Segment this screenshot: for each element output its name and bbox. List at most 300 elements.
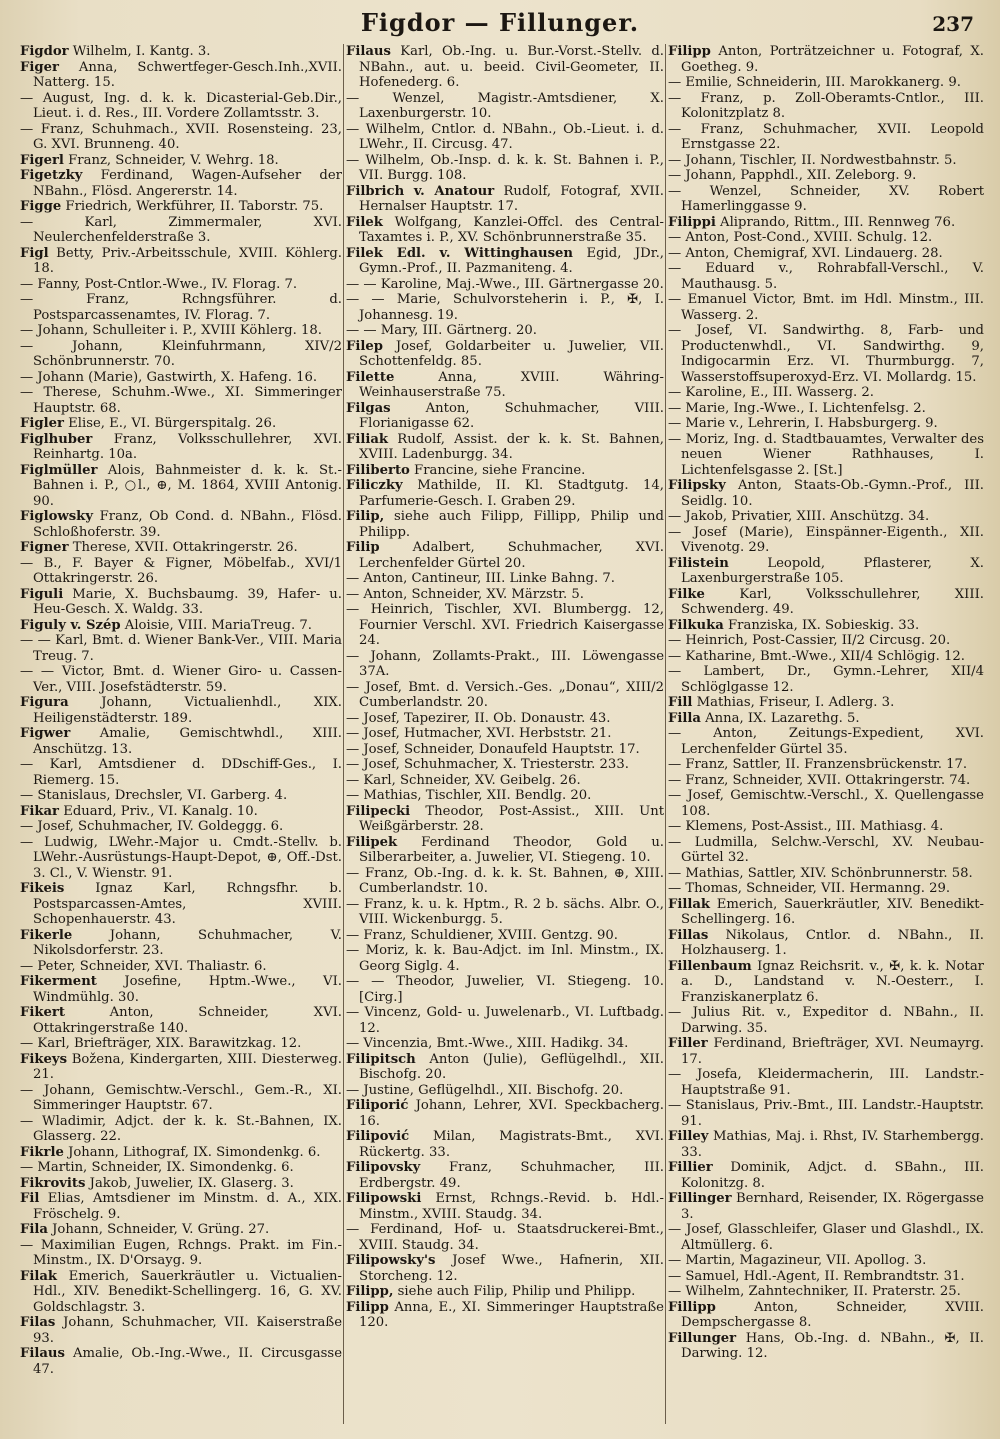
directory-entry — [668, 432, 984, 479]
directory-entry — [20, 1114, 342, 1145]
entry-surname: Figner — [20, 540, 69, 555]
entry-details: — Peter, Schneider, XVI. Thaliastr. 6. — [20, 958, 267, 974]
directory-entry — [346, 711, 664, 727]
entry-surname: Fikeys — [20, 1051, 67, 1067]
entry-surname: Filiczky — [346, 478, 403, 493]
directory-entry — [668, 1191, 984, 1222]
entry-details: — Franz, k. u. k. Hptm., R. 2 b. sächs. Albr. O., VIII. Wickenburgg. 5. — [346, 896, 664, 927]
entry-surname: Fillipp — [668, 1299, 716, 1315]
directory-entry — [668, 788, 984, 819]
directory-entry — [668, 261, 984, 292]
entry-details: — Samuel, Hdl.-Agent, II. Rembrandtstr. 31. — [668, 1268, 965, 1284]
entry-surname: Figge — [20, 199, 62, 214]
entry-surname: Filipp — [668, 44, 711, 59]
entry-details: — Franz, Rchngsführer. d. Postsparcassenamtes, IV. Florag. 7. — [20, 292, 342, 323]
entry-details: siehe auch Filipp, Fillipp, Philip und Philipp. — [359, 509, 664, 540]
entry-details: Johann, Schneider, V. Grüng. 27. — [52, 1222, 270, 1237]
directory-entry — [668, 184, 984, 215]
entry-details: — B., F. Bayer & Figner, Möbelfab., XVI/1 Ottakringerstr. 26. — [20, 555, 342, 586]
directory-entry — [20, 1176, 342, 1192]
entry-details: Theodor, Post-Assist., XIII. Unt Weißgärberstr. 28. — [359, 803, 664, 834]
entry-details: Franz, Schneider, V. Wehrg. 18. — [68, 152, 279, 168]
entry-details: — Anton, Post-Cond., XVIII. Schulg. 12. — [668, 230, 933, 245]
directory-entry — [668, 1331, 984, 1362]
directory-entry — [346, 509, 664, 540]
directory-entry — [346, 540, 664, 571]
entry-surname: Filip — [346, 540, 380, 555]
directory-entry — [20, 1145, 342, 1161]
entry-details: — Mathias, Sattler, XIV. Schönbrunnerstr. 58. — [668, 865, 973, 881]
entry-details: — — Marie, Schulvorsteherin i. P., ✠, I. Johannesg. 19. — [346, 292, 664, 323]
directory-entry — [20, 1160, 342, 1176]
entry-details: — Johann, Schulleiter i. P., XVIII Köhlerg. 18. — [20, 323, 322, 338]
directory-entry — [668, 509, 984, 525]
entry-surname: Fillenbaum — [668, 958, 752, 974]
entry-surname: Figerl — [20, 152, 64, 168]
entry-surname: Filep — [346, 338, 383, 354]
entry-details: Francine, siehe Francine. — [414, 462, 586, 478]
entry-surname: Filaus — [346, 44, 391, 59]
entry-details: — Heinrich, Tischler, XVI. Blumbergg. 12, Fournier Verschl. XVI. Friedrich Kaisergasse 24. — [346, 602, 664, 648]
entry-surname: Filipović — [346, 1129, 410, 1144]
entry-surname: Filipovsky — [346, 1160, 421, 1175]
entry-details: — Johann, Tischler, II. Nordwestbahnstr. 5. — [668, 152, 957, 168]
directory-entry — [20, 215, 342, 246]
entry-surname: Filaus — [20, 1346, 65, 1361]
directory-entry — [668, 618, 984, 634]
directory-entry — [20, 1005, 342, 1036]
entry-details: Amalie, Gemischtwhdl., XIII. Anschützg. 13. — [33, 726, 342, 757]
column-1 — [20, 44, 342, 1434]
directory-entry — [346, 184, 664, 215]
entry-surname: Filke — [668, 586, 705, 602]
directory-entry — [346, 463, 664, 479]
directory-entry — [668, 215, 984, 231]
entry-details: Anton, Schuhmacher, VIII. Florianigasse 62. — [359, 400, 664, 431]
entry-details: Rudolf, Fotograf, XVII. Hernalser Hauptstr. 17. — [359, 183, 664, 214]
directory-entry — [346, 1300, 664, 1331]
entry-details: Božena, Kindergarten, XIII. Diesterweg. 21. — [33, 1051, 342, 1082]
directory-entry — [346, 1005, 664, 1036]
entry-details: — Josef, Glasschleifer, Glaser und Glashdl., IX. Altmüllerg. 6. — [668, 1222, 984, 1253]
entry-surname: Figl — [20, 245, 49, 261]
entry-details: — Wladimir, Adjct. der k. k. St.-Bahnen, IX. Glasserg. 22. — [20, 1113, 342, 1144]
entry-details: — Heinrich, Post-Cassier, II/2 Circusg. 20. — [668, 633, 951, 648]
directory-entry — [346, 773, 664, 789]
entry-surname: Figer — [20, 59, 59, 75]
entry-details: Nikolaus, Cntlor. d. NBahn., II. Holzhauserg. 1. — [681, 927, 984, 958]
directory-entry — [346, 680, 664, 711]
entry-details: Betty, Priv.-Arbeitsschule, XVIII. Köhlerg. 18. — [33, 245, 342, 276]
directory-entry — [20, 540, 342, 556]
entry-details: — Josef, VI. Sandwirthg. 8, Farb- und Productenwhdl., VI. Sandwirthg. 9, Indigocarmin Erz. VI. Thurmburgg. 7, Wasserstoffsuperoxyd-Erz. VI. Mollardg. 15. — [668, 323, 984, 385]
directory-entry — [668, 881, 984, 897]
entry-details: — Josef, Tapezirer, II. Ob. Donaustr. 43. — [346, 710, 611, 726]
entry-details: Anna, E., XI. Simmeringer Hauptstraße 120. — [359, 1299, 664, 1330]
entry-surname: Figura — [20, 695, 69, 710]
directory-entry — [668, 416, 984, 432]
entry-surname: Figuli — [20, 586, 64, 602]
entry-surname: Filiak — [346, 431, 389, 447]
entry-details: Johann, Schuhmacher, V. Nikolsdorferstr. 23. — [33, 927, 342, 958]
entry-details: — Franz, Schneider, XVII. Ottakringerstr. 74. — [668, 772, 971, 788]
entry-details: — Ludmilla, Selchw.-Verschl, XV. Neubau-Gürtel 32. — [668, 834, 984, 865]
directory-entry — [668, 401, 984, 417]
entry-details: — Marie, Ing.-Wwe., I. Lichtenfelsg. 2. — [668, 400, 926, 416]
entry-details: Alois, Bahnmeister d. k. k. St.-Bahnen i. P., ○l., ⊕, M. 1864, XVIII Antonig. 90. — [33, 462, 342, 509]
directory-entry — [346, 928, 664, 944]
column-divider — [665, 44, 666, 1424]
directory-entry — [346, 571, 664, 587]
entry-details: — Wilhelm, Zahntechniker, II. Praterstr. 25. — [668, 1284, 961, 1299]
entry-details: — Josef, Schuhmacher, X. Triesterstr. 233. — [346, 757, 629, 772]
directory-entry — [20, 509, 342, 540]
directory-entry — [668, 385, 984, 401]
directory-entry — [20, 1191, 342, 1222]
entry-details: Marie, X. Buchsbaumg. 39, Hafer- u. Heu-Gesch. X. Waldg. 33. — [33, 586, 342, 617]
entry-details: — Wilhelm, Cntlor. d. NBahn., Ob.-Lieut. i. d. LWehr., II. Circusg. 47. — [346, 121, 664, 152]
directory-entry — [20, 1269, 342, 1316]
column-divider — [343, 44, 344, 1424]
entry-details: — Wenzel, Schneider, XV. Robert Hamerlinggasse 9. — [668, 183, 984, 214]
entry-details: — Franz, Schuhmach., XVII. Rosensteing. 23, G. XVI. Brunneng. 40. — [20, 121, 342, 152]
entry-details: — Franz, Schuldiener, XVIII. Gentzg. 90. — [346, 927, 618, 943]
directory-entry — [20, 1315, 342, 1346]
directory-entry — [20, 1238, 342, 1269]
directory-entry — [346, 91, 664, 122]
entry-details: — Emilie, Schneiderin, III. Marokkanerg. 9. — [668, 75, 961, 90]
entry-details: Johann, Lithograf, IX. Simondenkg. 6. — [68, 1144, 321, 1160]
entry-surname: Filipowski — [346, 1191, 422, 1206]
directory-entry — [668, 122, 984, 153]
entry-surname: Fikerment — [20, 974, 97, 989]
entry-surname: Filiporić — [346, 1098, 409, 1113]
entry-details: — Anton, Cantineur, III. Linke Bahng. 7. — [346, 571, 615, 586]
entry-details: — — Theodor, Juwelier, VI. Stiegeng. 10. [Cirg.] — [346, 974, 664, 1005]
entry-details: — Julius Rit. v., Expeditor d. NBahn., II. Darwing. 35. — [668, 1005, 984, 1036]
entry-details: Anna, Schwertfeger-Gesch.Inh.,XVII. Natterg. 15. — [33, 59, 342, 90]
entry-details: — — Mary, III. Gärtnerg. 20. — [346, 323, 537, 338]
directory-entry — [668, 1253, 984, 1269]
directory-entry — [668, 246, 984, 262]
directory-entry — [668, 230, 984, 246]
entry-surname: Fillier — [668, 1160, 713, 1175]
entry-details: — Vincenzia, Bmt.-Wwe., XIII. Hadikg. 34. — [346, 1036, 629, 1051]
directory-entry — [668, 726, 984, 757]
directory-entry — [668, 959, 984, 1006]
directory-entry — [20, 277, 342, 293]
entry-surname: Filek — [346, 214, 383, 230]
entry-surname: Fikrovits — [20, 1175, 86, 1191]
directory-entry — [346, 153, 664, 184]
entry-surname: Filbrich v. Anatour — [346, 183, 495, 199]
entry-surname: Figlmüller — [20, 462, 98, 478]
entry-details: Wilhelm, I. Kantg. 3. — [72, 44, 211, 59]
entry-surname: Filistein — [668, 555, 729, 571]
entry-surname: Filipp, — [346, 1284, 394, 1299]
entry-details: Dominik, Adjct. d. SBahn., III. Kolonitzg. 8. — [681, 1160, 984, 1191]
entry-details: Josef, Goldarbeiter u. Juwelier, VII. Schottenfeldg. 85. — [359, 338, 664, 369]
directory-entry — [20, 122, 342, 153]
entry-details: — Wilhelm, Ob.-Insp. d. k. k. St. Bahnen i. P., VII. Burgg. 108. — [346, 152, 664, 183]
entry-details: — Anton, Zeitungs-Expedient, XVI. Lerchenfelder Gürtel 35. — [668, 726, 984, 757]
entry-details: Franz, Volksschullehrer, XVI. Reinhartg. 10a. — [33, 431, 342, 462]
entry-details: — Vincenz, Gold- u. Juwelenarb., VI. Luftbadg. 12. — [346, 1005, 664, 1036]
directory-entry — [346, 804, 664, 835]
entry-details: Elias, Amtsdiener im Minstm. d. A., XIX. Fröschelg. 9. — [33, 1191, 342, 1222]
entry-details: — Josef, Gemischtw.-Verschl., X. Quellengasse 108. — [668, 788, 984, 819]
entry-surname: Fikert — [20, 1005, 65, 1020]
directory-entry — [668, 1160, 984, 1191]
directory-entry — [668, 649, 984, 665]
directory-entry — [668, 478, 984, 509]
directory-entry — [668, 819, 984, 835]
entry-surname: Figlhuber — [20, 431, 93, 447]
directory-entry — [346, 897, 664, 928]
entry-details: Anton, Schneider, XVIII. Dempschergasse 8. — [681, 1299, 984, 1330]
entry-surname: Figler — [20, 416, 64, 431]
entry-details: Johann, Lehrer, XVI. Speckbacherg. 16. — [359, 1098, 664, 1129]
entry-details: — Marie v., Lehrerin, I. Habsburgerg. 9. — [668, 416, 938, 431]
directory-entry — [20, 974, 342, 1005]
entry-details: siehe auch Filip, Philip und Philipp. — [397, 1284, 636, 1299]
directory-entry — [346, 974, 664, 1005]
directory-entry — [668, 897, 984, 928]
directory-entry — [20, 1052, 342, 1083]
directory-entry — [20, 323, 342, 339]
entry-surname: Filek Edl. v. Wittinghausen — [346, 245, 574, 261]
entry-details: — Johann, Gemischtw.-Verschl., Gem.-R., XI. Simmeringer Hauptstr. 67. — [20, 1082, 342, 1113]
directory-entry — [668, 323, 984, 385]
entry-surname: Filipowsky's — [346, 1253, 436, 1268]
directory-entry — [20, 432, 342, 463]
directory-entry — [20, 416, 342, 432]
entry-details: Anton, Schneider, XVI. Ottakringerstraße 140. — [33, 1005, 342, 1036]
directory-entry — [20, 587, 342, 618]
directory-entry — [346, 726, 664, 742]
entry-details: Emerich, Sauerkräutler, XIV. Benedikt-Schellingerg. 16. — [681, 896, 984, 927]
directory-entry — [346, 215, 664, 246]
entry-details: Karl, Ob.-Ing. u. Bur.-Vorst.-Stellv. d. NBahn., aut. u. beeid. Civil-Geometer, II. Hofenederg. 6. — [359, 44, 664, 90]
directory-entry — [346, 246, 664, 277]
directory-entry — [20, 370, 342, 386]
entry-surname: Filiberto — [346, 462, 410, 478]
entry-details: Ignaz Karl, Rchngsfhr. b. Postsparcassen-Amtes, XVIII. Schopenhauerstr. 43. — [33, 881, 342, 927]
entry-details: Franz, Ob Cond. d. NBahn., Flösd. Schloßhoferstr. 39. — [33, 509, 342, 540]
directory-entry — [346, 122, 664, 153]
entry-details: — Wenzel, Magistr.-Amtsdiener, X. Laxenburgerstr. 10. — [346, 90, 664, 121]
directory-entry — [346, 401, 664, 432]
entry-details: — Johann, Kleinfuhrmann, XIV/2 Schönbrunnerstr. 70. — [20, 338, 342, 369]
directory-entry — [20, 1036, 342, 1052]
entry-details: Mathilde, II. Kl. Stadtgutg. 14, Parfumerie-Gesch. I. Graben 29. — [359, 478, 664, 509]
directory-entry — [668, 1222, 984, 1253]
directory-entry — [346, 866, 664, 897]
entry-details: — Josef (Marie), Einspänner-Eigenth., XII. Vivenotg. 29. — [668, 524, 984, 555]
entry-details: — Justine, Geflügelhdl., XII. Bischofg. 20. — [346, 1082, 624, 1098]
entry-details: — Josef, Schuhmacher, IV. Goldeggg. 6. — [20, 819, 284, 834]
entry-details: — Thomas, Schneider, VII. Hermanng. 29. — [668, 881, 951, 896]
entry-surname: Filipek — [346, 834, 398, 850]
directory-entry — [346, 1052, 664, 1083]
entry-details: Ferdinand Theodor, Gold u. Silberarbeiter, a. Juwelier, VI. Stiegeng. 10. — [359, 834, 664, 865]
entry-details: Ferdinand, Briefträger, XVI. Neumayrg. 17. — [681, 1036, 984, 1067]
entry-details: Hans, Ob.-Ing. d. NBahn., ✠, II. Darwing. 12. — [681, 1330, 984, 1361]
directory-entry — [668, 556, 984, 587]
directory-entry — [346, 1098, 664, 1129]
directory-entry — [346, 943, 664, 974]
entry-surname: Filley — [668, 1129, 709, 1144]
entry-details: — Anton, Chemigraf, XVI. Lindauerg. 28. — [668, 245, 943, 261]
directory-entry — [20, 1346, 342, 1377]
entry-details: — Johann, Zollamts-Prakt., III. Löwengasse 37A. — [346, 648, 664, 679]
entry-details: — Karl, Amtsdiener d. DDschiff-Ges., I. Riemerg. 15. — [20, 757, 342, 788]
entry-details: Emerich, Sauerkräutler u. Victualien-Hdl., XIV. Benedikt-Schellingerg. 16, G. XV. Goldschlagstr. 3. — [33, 1268, 342, 1315]
directory-entry — [20, 91, 342, 122]
directory-entry — [668, 91, 984, 122]
entry-surname: Fillunger — [668, 1330, 737, 1346]
entry-details: Eduard, Priv., VI. Kanalg. 10. — [63, 803, 258, 819]
entry-details: — Ferdinand, Hof- u. Staatsdruckerei-Bmt., XVIII. Staudg. 34. — [346, 1222, 664, 1253]
directory-entry — [346, 432, 664, 463]
entry-surname: Filipitsch — [346, 1051, 416, 1067]
entry-details: — Maximilian Eugen, Rchngs. Prakt. im Fin.-Minstm., IX. D'Orsayg. 9. — [20, 1237, 342, 1268]
directory-entry — [668, 1300, 984, 1331]
entry-surname: Filipecki — [346, 803, 411, 819]
directory-entry — [668, 633, 984, 649]
directory-entry — [20, 881, 342, 928]
entry-details: Aliprando, Rittm., III. Rennweg 76. — [720, 214, 956, 230]
entry-details: — Karl, Zimmermaler, XVI. Neulerchenfelderstraße 3. — [20, 214, 342, 245]
directory-entry — [346, 370, 664, 401]
entry-details: Mathias, Maj. i. Rhst, IV. Starhembergg. 33. — [681, 1129, 984, 1160]
entry-details: — Johann (Marie), Gastwirth, X. Hafeng. 16. — [20, 369, 318, 385]
entry-details: Anton (Julie), Geflügelhdl., XII. Bischofg. 20. — [359, 1051, 664, 1082]
entry-details: — Josef, Bmt. d. Versich.-Ges. „Donau“, XIII/2 Cumberlandstr. 20. — [346, 679, 664, 710]
directory-entry — [20, 726, 342, 757]
directory-entry — [346, 1222, 664, 1253]
entry-details: Mathias, Friseur, I. Adlerg. 3. — [696, 695, 895, 710]
entry-details: Josefine, Hptm.-Wwe., VI. Windmühlg. 30. — [33, 974, 342, 1005]
entry-details: Anna, IX. Lazarethg. 5. — [705, 710, 860, 726]
directory-entry — [346, 292, 664, 323]
entry-surname: Filipsky — [668, 478, 726, 493]
entry-details: Friedrich, Werkführer, II. Taborstr. 75. — [65, 199, 324, 214]
entry-details: Ignaz Reichsrit. v., ✠, k. k. Notar a. D., Landstand v. N.-Oesterr., I. Franziskanerplatz 6. — [681, 958, 984, 1005]
entry-surname: Figetzky — [20, 168, 83, 183]
entry-details: — August, Ing. d. k. k. Dicasterial-Geb.Dir., Lieut. i. d. Res., III. Vordere Zollamtsstr. 3. — [20, 90, 342, 121]
entry-details: Egid, JDr., Gymn.-Prof., II. Pazmaniteng. 4. — [359, 245, 664, 276]
directory-entry — [668, 1036, 984, 1067]
directory-entry — [346, 1129, 664, 1160]
directory-entry — [346, 44, 664, 91]
page-number: 237 — [932, 12, 974, 36]
entry-details: — Fanny, Post-Cntlor.-Wwe., IV. Florag. 7. — [20, 276, 298, 292]
directory-entry — [346, 339, 664, 370]
entry-details: Amalie, Ob.-Ing.-Wwe., II. Circusgasse 47. — [33, 1346, 342, 1377]
entry-details: — Emanuel Victor, Bmt. im Hdl. Minstm., III. Wasserg. 2. — [668, 292, 984, 323]
directory-entry — [346, 1284, 664, 1300]
directory-entry — [20, 339, 342, 370]
entry-details: — Anton, Schneider, XV. Märzstr. 5. — [346, 586, 584, 602]
directory-entry — [668, 866, 984, 882]
directory-entry — [20, 804, 342, 820]
directory-entry — [20, 44, 342, 60]
entry-details: — Josef, Schneider, Donaufeld Hauptstr. 17. — [346, 741, 640, 757]
directory-entry — [668, 44, 984, 75]
entry-details: — — Karl, Bmt. d. Wiener Bank-Ver., VIII. Maria Treug. 7. — [20, 633, 342, 664]
entry-details: — Moriz, k. k. Bau-Adjct. im Inl. Minstm., IX. Georg Siglg. 4. — [346, 943, 664, 974]
entry-details: Josef Wwe., Hafnerin, XII. Storcheng. 12. — [359, 1253, 664, 1284]
directory-entry — [668, 525, 984, 556]
directory-entry — [346, 1253, 664, 1284]
entry-surname: Fila — [20, 1222, 48, 1237]
entry-details: Bernhard, Reisender, IX. Rögergasse 3. — [681, 1191, 984, 1222]
entry-details: — Jakob, Privatier, XIII. Anschützg. 34. — [668, 509, 930, 524]
entry-surname: Filette — [346, 369, 395, 385]
entry-details: Elise, E., VI. Bürgerspitalg. 26. — [68, 416, 277, 431]
directory-entry — [346, 757, 664, 773]
directory-entry — [346, 1036, 664, 1052]
entry-details: — Josef, Hutmacher, XVI. Herbststr. 21. — [346, 726, 612, 741]
entry-details: Ferdinand, Wagen-Aufseher der NBahn., Flösd. Angererstr. 14. — [33, 168, 342, 199]
entry-surname: Filgas — [346, 400, 391, 416]
entry-details: — Josefa, Kleidermacherin, III. Landstr.-Hauptstraße 91. — [668, 1067, 984, 1098]
entry-details: — Stanislaus, Drechsler, VI. Garberg. 4. — [20, 788, 288, 803]
entry-details: — Therese, Schuhm.-Wwe., XI. Simmeringer Hauptstr. 68. — [20, 385, 342, 416]
entry-details: Johann, Victualienhdl., XIX. Heiligenstädterstr. 189. — [33, 695, 342, 726]
entry-details: — — Karoline, Maj.-Wwe., III. Gärtnergasse 20. — [346, 276, 664, 292]
entry-details: — Franz, Schuhmacher, XVII. Leopold Ernstgasse 22. — [668, 121, 984, 152]
entry-surname: Filak — [20, 1268, 58, 1284]
directory-entry — [346, 1191, 664, 1222]
entry-details: — Franz, Sattler, II. Franzensbrückenstr. 17. — [668, 757, 968, 772]
directory-entry — [346, 478, 664, 509]
directory-entry — [346, 742, 664, 758]
directory-entry — [668, 153, 984, 169]
entry-details: — Lambert, Dr., Gymn.-Lehrer, XII/4 Schlöglgasse 12. — [668, 664, 984, 695]
entry-details: — Martin, Schneider, IX. Simondenkg. 6. — [20, 1160, 294, 1175]
entry-surname: Figwer — [20, 726, 71, 741]
directory-entry — [20, 664, 342, 695]
entry-details: — Karl, Schneider, XV. Geibelg. 26. — [346, 772, 581, 788]
entry-surname: Filler — [668, 1036, 708, 1051]
entry-details: Rudolf, Assist. der k. k. St. Bahnen, XVIII. Ladenburgg. 34. — [359, 431, 664, 462]
directory-entry — [20, 788, 342, 804]
entry-details: — Klemens, Post-Assist., III. Mathiasg. 4. — [668, 819, 944, 834]
directory-entry — [20, 463, 342, 510]
entry-surname: Filkuka — [668, 617, 724, 633]
entry-surname: Fillak — [668, 896, 711, 912]
directory-entry — [668, 75, 984, 91]
entry-details: — Karoline, E., III. Wasserg. 2. — [668, 385, 874, 400]
directory-entry — [20, 633, 342, 664]
directory-entry — [668, 664, 984, 695]
directory-entry — [668, 1284, 984, 1300]
directory-entry — [346, 587, 664, 603]
directory-entry — [20, 959, 342, 975]
directory-entry — [20, 60, 342, 91]
entry-surname: Filip, — [346, 509, 385, 524]
entry-surname: Filippi — [668, 214, 716, 230]
directory-entry — [20, 168, 342, 199]
directory-entry — [20, 1083, 342, 1114]
directory-entry — [346, 277, 664, 293]
column-2 — [346, 44, 664, 1434]
entry-surname: Filas — [20, 1315, 56, 1330]
directory-entry — [20, 246, 342, 277]
entry-details: Milan, Magistrats-Bmt., XVI. Rückertg. 33. — [359, 1129, 664, 1160]
